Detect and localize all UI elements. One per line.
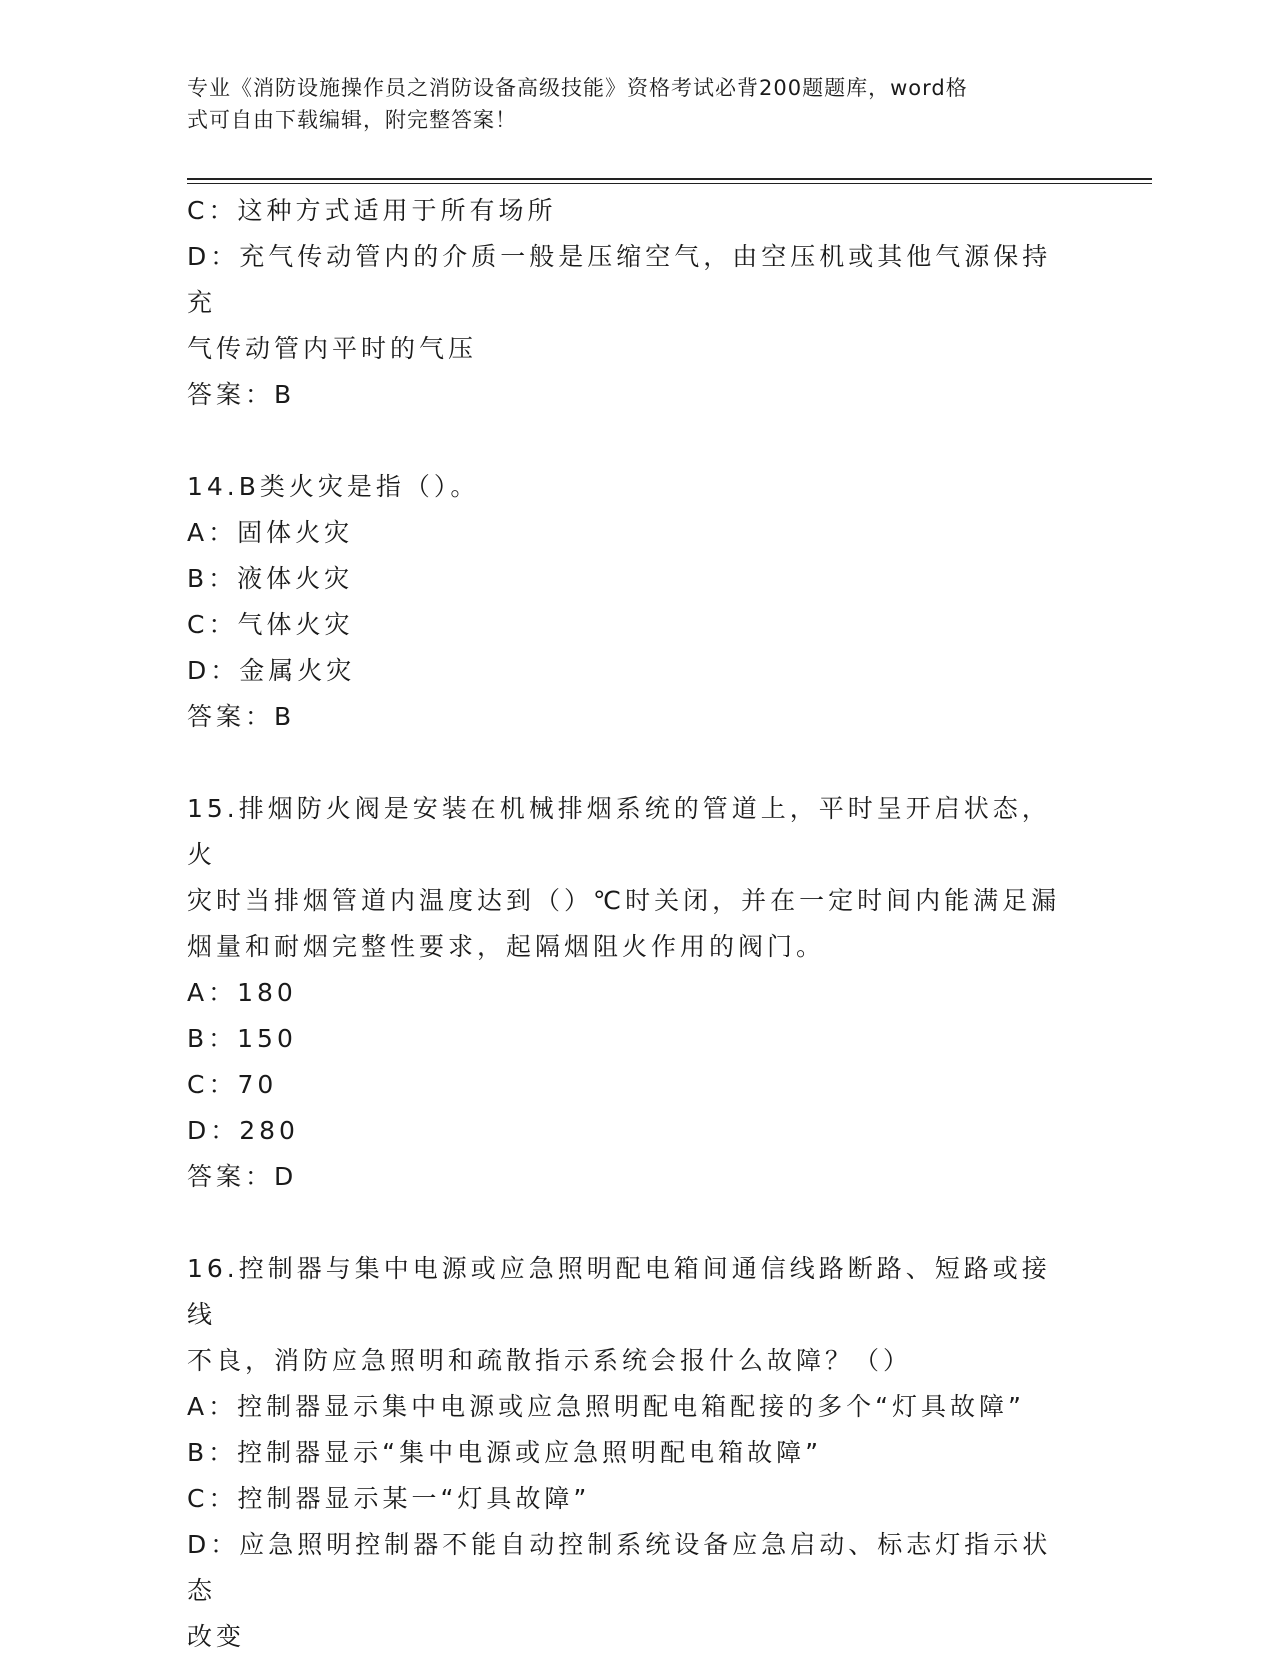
option-a: A：控制器显示集中电源或应急照明配电箱配接的多个“灯具故障” xyxy=(187,1392,1026,1421)
header-line-1: 专业《消防设施操作员之消防设备高级技能》资格考试必背200题题库，word格 xyxy=(187,76,968,100)
question-stem-line-3: 烟量和耐烟完整性要求，起隔烟阻火作用的阀门。 xyxy=(187,932,826,961)
option-c: C：控制器显示某一“灯具故障” xyxy=(187,1484,591,1513)
option-b: B：液体火灾 xyxy=(187,564,354,593)
question-16 xyxy=(187,1246,1067,1660)
question-stem-line-2: 不良，消防应急照明和疏散指示系统会报什么故障？（） xyxy=(187,1346,913,1375)
question-13-tail xyxy=(187,188,1067,418)
option-a: A：固体火灾 xyxy=(187,518,354,547)
answer: 答案：D xyxy=(187,1162,298,1191)
page-header xyxy=(187,72,1067,136)
option-d-line-1: D：充气传动管内的介质一般是压缩空气，由空压机或其他气源保持充 xyxy=(187,242,1052,317)
option-d: D：金属火灾 xyxy=(187,656,356,685)
question-14 xyxy=(187,464,1067,740)
option-d-line-1: D：应急照明控制器不能自动控制系统设备应急启动、标志灯指示状态 xyxy=(187,1530,1052,1605)
answer: 答案：B xyxy=(187,380,296,409)
question-stem-line-1: 16.控制器与集中电源或应急照明配电箱间通信线路断路、短路或接线 xyxy=(187,1254,1051,1329)
document-body xyxy=(187,188,1067,1660)
option-a: A：180 xyxy=(187,978,297,1007)
question-stem-line-1: 15.排烟防火阀是安装在机械排烟系统的管道上，平时呈开启状态，火 xyxy=(187,794,1051,869)
answer: 答案：B xyxy=(187,702,296,731)
question-stem: 14.B类火灾是指（）。 xyxy=(187,472,480,501)
option-b: B：控制器显示“集中电源或应急照明配电箱故障” xyxy=(187,1438,823,1467)
option-d-line-2: 改变 xyxy=(187,1622,246,1651)
option-c: C：气体火灾 xyxy=(187,610,354,639)
question-15 xyxy=(187,786,1067,1200)
option-d-line-2: 气传动管内平时的气压 xyxy=(187,334,478,363)
option-b: B：150 xyxy=(187,1024,297,1053)
header-rule-thin xyxy=(187,183,1152,184)
question-stem-line-2: 灾时当排烟管道内温度达到（）℃时关闭，并在一定时间内能满足漏 xyxy=(187,886,1061,915)
header-rule-thick xyxy=(187,178,1152,180)
header-line-2: 式可自由下载编辑，附完整答案！ xyxy=(187,108,517,132)
option-d: D：280 xyxy=(187,1116,299,1145)
option-c: C：70 xyxy=(187,1070,278,1099)
option-c: C：这种方式适用于所有场所 xyxy=(187,196,557,225)
